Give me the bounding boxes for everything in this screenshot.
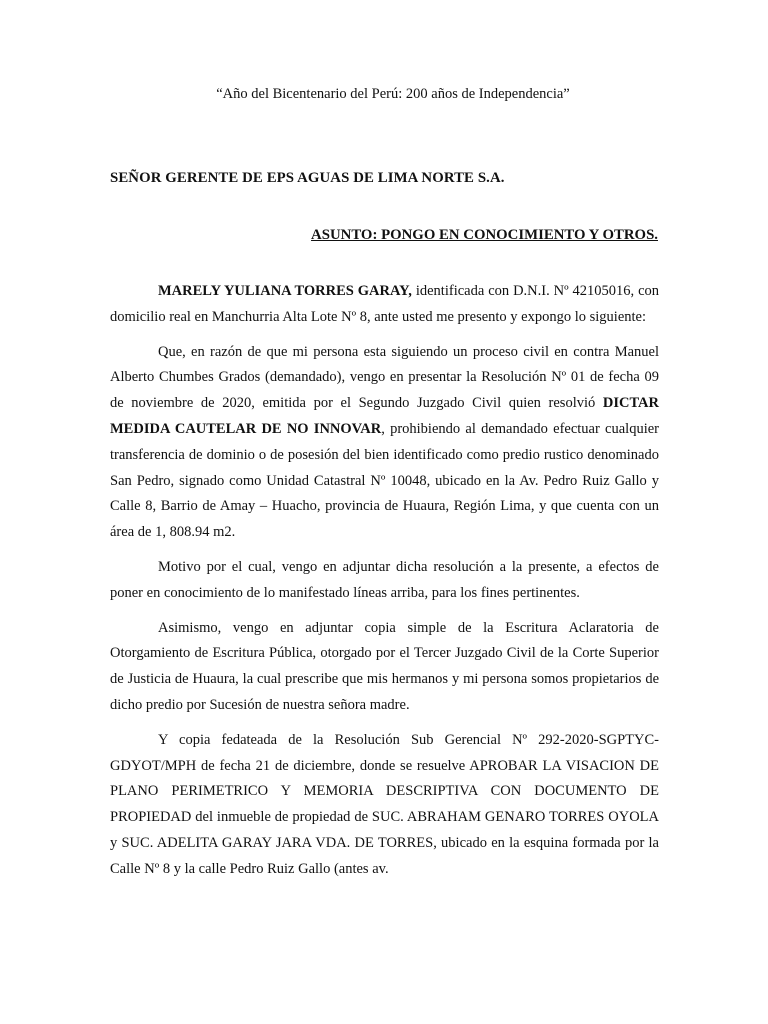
petitioner-name: MARELY YULIANA TORRES GARAY, — [158, 283, 412, 299]
subject-heading: ASUNTO: PONGO EN CONOCIMIENTO Y OTROS. — [311, 227, 658, 243]
paragraph-purpose: Motivo por el cual, vengo en adjuntar dicha resolución a la presente, a efectos de poner en conocimiento de lo manifestado líneas arriba, para los fines pertinentes. — [110, 558, 659, 601]
introduction-text: identificada con D.N.I. Nº 42105016, con domicilio real en Manchurria Alta Lote Nº 8, ante usted me presento y expongo lo siguiente: — [110, 283, 660, 325]
paragraph-introduction — [110, 279, 659, 331]
document-body — [110, 279, 659, 892]
year-motto: “Año del Bicentenario del Perú: 200 años de Independencia” — [216, 86, 570, 102]
measure-highlight: DICTAR MEDIDA CAUTELAR DE NO INNOVAR — [110, 395, 659, 437]
addressee-heading: SEÑOR GERENTE DE EPS AGUAS DE LIMA NORTE S.A. — [110, 170, 505, 186]
resolution-text-before: Que, en razón de que mi persona esta siguiendo un proceso civil en contra Manuel Alberto Chumbes Grados (demandado), vengo en presentar la Resolución Nº 01 de fecha 09 de noviembre de 2020, emitida por el Segundo Juzgado Civil quien resolvió — [110, 343, 659, 412]
resolution-text-after: , prohibiendo al demandado efectuar cualquier transferencia de dominio o de posesión del bien identificado como predio rustico denominado San Pedro, signado como Unidad Catastral Nº 10048, ubicado en la Av. Pedro Ruiz Gallo y Calle 8, Barrio de Amay – Huacho, provincia de Huaura, Región Lima, y que cuenta con un área de 1, 808.94 m2. — [110, 420, 659, 541]
paragraph-deed: Asimismo, vengo en adjuntar copia simple de la Escritura Aclaratoria de Otorgamiento de Escritura Pública, otorgado por el Tercer Juzgado Civil de la Corte Superior de Justicia de Huaura, la cual prescribe que mis hermanos y mi persona somos propietarios de dicho predio por Sucesión de nuestra señora madre. — [110, 619, 659, 713]
paragraph-resolution — [110, 340, 659, 546]
paragraph-subgerencial-resolution: Y copia fedateada de la Resolución Sub Gerencial Nº 292-2020-SGPTYC-GDYOT/MPH de fecha 21 de diciembre, donde se resuelve APROBAR LA VISACION DE PLANO PERIMETRICO Y MEMORIA DESCRIPTIVA CON DOCUMENTO DE PROPIEDAD del inmueble de propiedad de SUC. ABRAHAM GENARO TORRES OYOLA y SUC. ADELITA GARAY JARA VDA. DE TORRES, ubicado en la esquina formada por la Calle Nº 8 y la calle Pedro Ruiz Gallo (antes av. — [110, 731, 659, 877]
